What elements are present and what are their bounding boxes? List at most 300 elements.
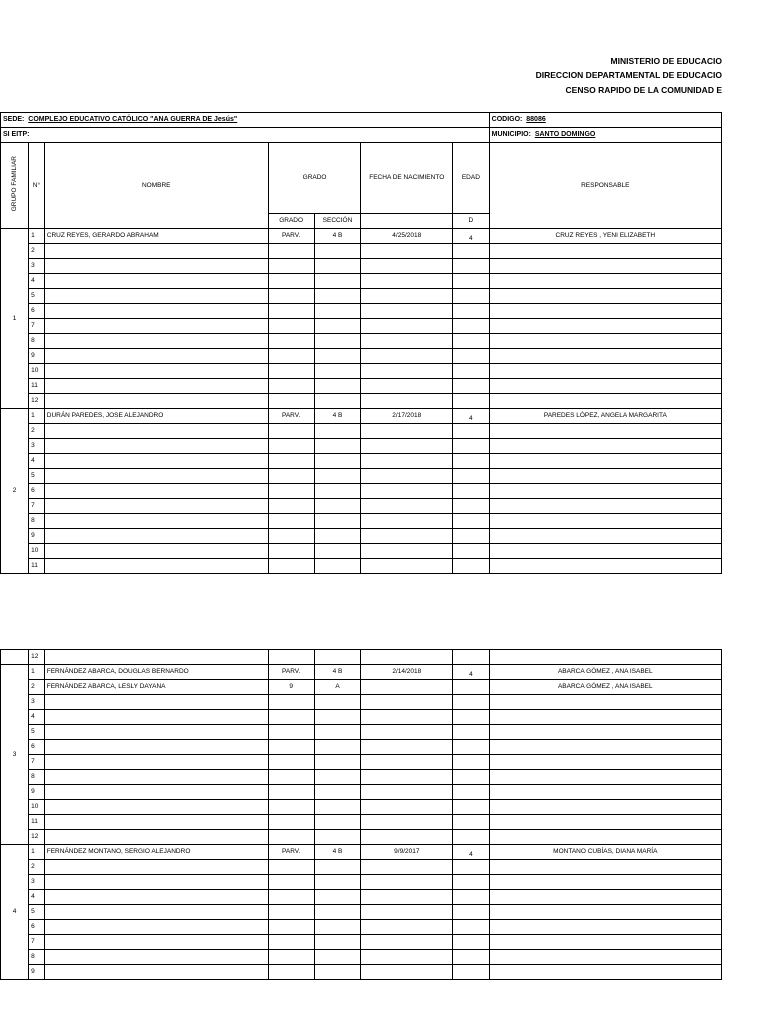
grade: PARV. (268, 409, 314, 424)
table-row (1, 695, 722, 710)
responsible (489, 529, 721, 544)
student-name: FERNÁNDEZ MONTANO, SERGIO ALEJANDRO (44, 845, 268, 860)
row-number: 3 (29, 875, 45, 890)
student-name: DURÁN PAREDES, JOSE ALEJANDRO (44, 409, 268, 424)
row-number: 2 (29, 424, 45, 439)
age (453, 364, 490, 379)
row-number: 11 (29, 815, 45, 830)
section (314, 830, 361, 845)
birth-date: 2/14/2018 (361, 665, 453, 680)
grade: 9 (268, 680, 314, 695)
section (314, 905, 361, 920)
birth-date (361, 680, 453, 695)
row-number: 7 (29, 499, 45, 514)
group-id: 2 (1, 409, 29, 574)
header-direction: DIRECCION DEPARTAMENTAL DE EDUCACIO (535, 70, 722, 80)
col-subheader-edad: D (453, 214, 490, 229)
responsible (489, 424, 721, 439)
section (314, 935, 361, 950)
responsible (489, 544, 721, 559)
row-number: 8 (29, 770, 45, 785)
section (314, 484, 361, 499)
age (453, 334, 490, 349)
row-number: 5 (29, 289, 45, 304)
age (453, 439, 490, 454)
grade: PARV. (268, 665, 314, 680)
birth-date (361, 439, 453, 454)
col-subheader-grado: GRADO (268, 214, 314, 229)
section: 4 B (314, 409, 361, 424)
census-sheet-2 (0, 649, 722, 980)
student-name (44, 304, 268, 319)
age (453, 800, 489, 815)
sede-value: COMPLEJO EDUCATIVO CATÓLICO "ANA GUERRA DE Jesús" (28, 116, 238, 123)
student-name (44, 364, 268, 379)
row-number: 11 (29, 379, 45, 394)
grade (268, 740, 314, 755)
birth-date (361, 920, 453, 935)
sede-field (1, 113, 490, 128)
responsible (489, 740, 721, 755)
col-header-grado: GRADO (268, 143, 361, 214)
row-number: 8 (29, 950, 45, 965)
responsible (489, 379, 721, 394)
student-name (44, 394, 268, 409)
age (453, 785, 489, 800)
grade (268, 334, 314, 349)
birth-date (361, 800, 453, 815)
responsible (489, 514, 721, 529)
section (314, 890, 361, 905)
row-number: 1 (29, 665, 45, 680)
section (314, 950, 361, 965)
table-row (1, 920, 722, 935)
birth-date (361, 349, 453, 364)
row-number: 10 (29, 364, 45, 379)
birth-date (361, 394, 453, 409)
responsible (489, 785, 721, 800)
row-number: 12 (29, 830, 45, 845)
table-row (1, 304, 722, 319)
empty-cell (489, 650, 721, 665)
row-number: 3 (29, 439, 45, 454)
grade (268, 394, 314, 409)
age (453, 544, 490, 559)
table-row (1, 785, 722, 800)
student-name (44, 905, 268, 920)
student-name (44, 770, 268, 785)
birth-date (361, 469, 453, 484)
table-row (1, 424, 722, 439)
codigo-field (489, 113, 721, 128)
age (453, 725, 489, 740)
table-row (1, 710, 722, 725)
grade (268, 349, 314, 364)
table-row (1, 875, 722, 890)
section (314, 304, 361, 319)
age (453, 710, 489, 725)
age (453, 304, 490, 319)
birth-date (361, 935, 453, 950)
row-number: 9 (29, 349, 45, 364)
row-number: 5 (29, 725, 45, 740)
group-id: 1 (1, 229, 29, 409)
student-name (44, 424, 268, 439)
age (453, 259, 490, 274)
col-header-responsable: RESPONSABLE (489, 143, 721, 229)
table-row (1, 334, 722, 349)
table-row (1, 860, 722, 875)
grade (268, 860, 314, 875)
birth-date (361, 875, 453, 890)
grade (268, 695, 314, 710)
age (453, 935, 489, 950)
municipio-field (489, 128, 721, 143)
grade (268, 544, 314, 559)
student-name (44, 484, 268, 499)
section (314, 244, 361, 259)
age (453, 514, 490, 529)
report-header (0, 52, 722, 97)
row-number: 6 (29, 304, 45, 319)
student-name (44, 740, 268, 755)
col-header-fecha: FECHA DE NACIMIENTO (361, 143, 453, 214)
student-name: CRUZ REYES, GERARDO ABRAHAM (44, 229, 268, 244)
birth-date (361, 454, 453, 469)
age (453, 740, 489, 755)
empty-cell (361, 650, 453, 665)
table-row (1, 349, 722, 364)
row-number: 7 (29, 935, 45, 950)
student-name (44, 830, 268, 845)
birth-date (361, 695, 453, 710)
row-number: 2 (29, 244, 45, 259)
age (453, 469, 490, 484)
birth-date (361, 379, 453, 394)
table-row (1, 499, 722, 514)
student-name (44, 379, 268, 394)
grade (268, 800, 314, 815)
table-row (1, 364, 722, 379)
section (314, 770, 361, 785)
responsible (489, 875, 721, 890)
student-name (44, 890, 268, 905)
table-row (1, 650, 722, 665)
age (453, 755, 489, 770)
responsible: ABARCA GÓMEZ , ANA ISABEL (489, 680, 721, 695)
responsible (489, 304, 721, 319)
section: 4 B (314, 665, 361, 680)
table-row (1, 409, 722, 424)
responsible: CRUZ REYES , YENI ELIZABETH (489, 229, 721, 244)
responsible (489, 920, 721, 935)
birth-date (361, 244, 453, 259)
age (453, 695, 489, 710)
responsible (489, 770, 721, 785)
row-number: 1 (29, 845, 45, 860)
row-number: 4 (29, 454, 45, 469)
responsible (489, 394, 721, 409)
birth-date (361, 890, 453, 905)
birth-date (361, 559, 453, 574)
birth-date (361, 319, 453, 334)
table-row (1, 544, 722, 559)
eitp-label: SI EITP: (3, 131, 30, 138)
grade (268, 499, 314, 514)
responsible (489, 950, 721, 965)
grade (268, 439, 314, 454)
responsible (489, 439, 721, 454)
section (314, 349, 361, 364)
table-row (1, 935, 722, 950)
table-row (1, 529, 722, 544)
age (453, 680, 489, 695)
responsible (489, 695, 721, 710)
section (314, 289, 361, 304)
section (314, 544, 361, 559)
responsible (489, 905, 721, 920)
grade (268, 424, 314, 439)
responsible (489, 499, 721, 514)
student-name (44, 469, 268, 484)
table-row (1, 289, 722, 304)
age (453, 394, 490, 409)
student-name (44, 289, 268, 304)
age: 4 (453, 409, 490, 424)
responsible (489, 815, 721, 830)
birth-date (361, 529, 453, 544)
row-number: 10 (29, 800, 45, 815)
table-row (1, 454, 722, 469)
age: 4 (453, 665, 489, 680)
grade: PARV. (268, 845, 314, 860)
section (314, 965, 361, 980)
grade (268, 710, 314, 725)
row-number: 6 (29, 740, 45, 755)
responsible (489, 860, 721, 875)
grade (268, 830, 314, 845)
table-row (1, 755, 722, 770)
table-row (1, 770, 722, 785)
table-row (1, 274, 722, 289)
age (453, 950, 489, 965)
grade (268, 965, 314, 980)
birth-date (361, 499, 453, 514)
codigo-value: 88086 (526, 116, 546, 123)
row-number: 9 (29, 785, 45, 800)
table-row (1, 484, 722, 499)
responsible: PAREDES LÓPEZ, ANGELA MARGARITA (489, 409, 721, 424)
section (314, 394, 361, 409)
age (453, 244, 490, 259)
municipio-value: SANTO DOMINGO (534, 131, 596, 138)
responsible (489, 830, 721, 845)
age (453, 875, 489, 890)
age (453, 424, 490, 439)
student-name (44, 950, 268, 965)
row-number: 11 (29, 559, 45, 574)
section: 4 B (314, 845, 361, 860)
age: 4 (453, 845, 489, 860)
birth-date (361, 905, 453, 920)
table-row (1, 815, 722, 830)
row-number: 4 (29, 710, 45, 725)
section (314, 499, 361, 514)
student-name (44, 920, 268, 935)
col-subheader-seccion: SECCIÓN (314, 214, 361, 229)
student-name (44, 755, 268, 770)
birth-date (361, 424, 453, 439)
grade (268, 905, 314, 920)
age (453, 815, 489, 830)
responsible (489, 800, 721, 815)
table-row (1, 559, 722, 574)
row-number: 4 (29, 890, 45, 905)
row-number: 2 (29, 860, 45, 875)
student-name (44, 244, 268, 259)
student-name (44, 725, 268, 740)
section (314, 710, 361, 725)
table-row (1, 379, 722, 394)
birth-date (361, 785, 453, 800)
responsible (489, 559, 721, 574)
student-name (44, 935, 268, 950)
birth-date: 2/17/2018 (361, 409, 453, 424)
section (314, 274, 361, 289)
section (314, 875, 361, 890)
section (314, 364, 361, 379)
row-number: 9 (29, 529, 45, 544)
student-name (44, 439, 268, 454)
section (314, 439, 361, 454)
birth-date (361, 710, 453, 725)
birth-date (361, 770, 453, 785)
group-id: 3 (1, 665, 29, 845)
row-number: 1 (29, 229, 45, 244)
student-name (44, 800, 268, 815)
birth-date: 4/25/2018 (361, 229, 453, 244)
responsible (489, 890, 721, 905)
age: 4 (453, 229, 490, 244)
age (453, 349, 490, 364)
section (314, 334, 361, 349)
grade (268, 379, 314, 394)
row-number: 10 (29, 544, 45, 559)
age (453, 890, 489, 905)
student-name (44, 334, 268, 349)
age (453, 770, 489, 785)
section (314, 424, 361, 439)
grade (268, 484, 314, 499)
row-number: 5 (29, 469, 45, 484)
student-name (44, 454, 268, 469)
age (453, 484, 490, 499)
birth-date (361, 259, 453, 274)
responsible (489, 289, 721, 304)
grade (268, 875, 314, 890)
grade (268, 950, 314, 965)
responsible (489, 710, 721, 725)
birth-date (361, 965, 453, 980)
table-row (1, 469, 722, 484)
responsible (489, 935, 721, 950)
age (453, 920, 489, 935)
birth-date (361, 304, 453, 319)
birth-date (361, 334, 453, 349)
grade (268, 469, 314, 484)
group-id: 4 (1, 845, 29, 980)
empty-cell (314, 650, 361, 665)
col-header-edad: EDAD (453, 143, 490, 214)
birth-date (361, 484, 453, 499)
grade (268, 559, 314, 574)
grade (268, 785, 314, 800)
table-row (1, 725, 722, 740)
grade (268, 514, 314, 529)
row-number: 5 (29, 905, 45, 920)
age (453, 860, 489, 875)
row-number: 3 (29, 695, 45, 710)
section (314, 815, 361, 830)
census-table-1 (0, 112, 722, 574)
section (314, 529, 361, 544)
birth-date (361, 860, 453, 875)
responsible (489, 364, 721, 379)
responsible (489, 274, 721, 289)
section (314, 469, 361, 484)
age (453, 289, 490, 304)
grade (268, 259, 314, 274)
table-row (1, 319, 722, 334)
student-name (44, 529, 268, 544)
row-number: 8 (29, 514, 45, 529)
table-row (1, 740, 722, 755)
birth-date (361, 740, 453, 755)
census-sheet-1 (0, 112, 722, 574)
col-header-nombre: NOMBRE (44, 143, 268, 229)
birth-date: 9/9/2017 (361, 845, 453, 860)
grade (268, 890, 314, 905)
student-name: FERNÁNDEZ ABARCA, LESLY DAYANA (44, 680, 268, 695)
responsible (489, 244, 721, 259)
row-number: 7 (29, 319, 45, 334)
birth-date (361, 364, 453, 379)
responsible (489, 259, 721, 274)
age (453, 454, 490, 469)
grade (268, 755, 314, 770)
table-row (1, 244, 722, 259)
responsible (489, 965, 721, 980)
empty-cell (44, 650, 268, 665)
grade: PARV. (268, 229, 314, 244)
student-name (44, 514, 268, 529)
birth-date (361, 289, 453, 304)
header-census: CENSO RAPIDO DE LA COMUNIDAD E (565, 85, 722, 95)
grade (268, 289, 314, 304)
grade (268, 274, 314, 289)
section (314, 785, 361, 800)
row-number: 2 (29, 680, 45, 695)
age (453, 905, 489, 920)
student-name (44, 785, 268, 800)
section (314, 379, 361, 394)
section (314, 725, 361, 740)
row-number: 12 (29, 394, 45, 409)
grade (268, 319, 314, 334)
birth-date (361, 815, 453, 830)
student-name (44, 860, 268, 875)
section (314, 559, 361, 574)
